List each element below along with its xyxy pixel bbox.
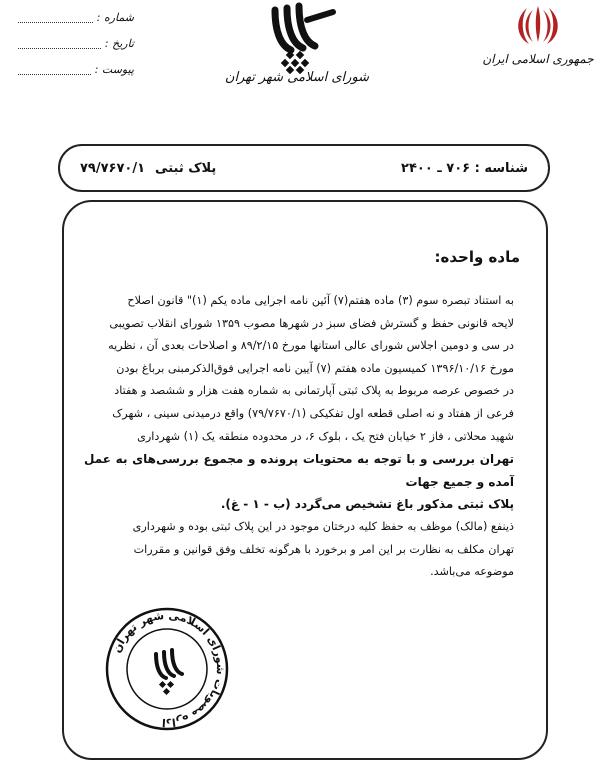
article-line-bold: تهران بررسی و با توجه به محتویات پرونده و مجموع بررسی‌های به عمل آمده و جمیع جهات	[84, 452, 514, 489]
date-label: تاریخ :	[104, 36, 134, 50]
article-line: در سی و دومین اجلاس شورای عالی استانها مورخ ۸۹/۲/۱۵ و اصلاحات بعدی آن ، نظریه	[108, 339, 514, 353]
official-stamp	[102, 604, 232, 734]
article-line: لایحه قانونی حفظ و گسترش فضای سبز در شهرها مصوب ۱۳۵۹ شورای انقلاب تصویبی	[109, 316, 514, 330]
date-dots	[18, 38, 101, 49]
article-line-bold: پلاک ثبتی مذکور باغ تشخیص می‌گردد (ب - ۱ - غ).	[220, 497, 514, 512]
council-logo	[222, 2, 372, 102]
article-line: ذینفع (مالک) موظف به حفظ کلیه درختان موجود در این پلاک ثبتی بوده و شهرداری	[132, 519, 514, 533]
iran-emblem-icon	[513, 2, 563, 46]
article-body	[84, 290, 514, 584]
number-field	[14, 4, 134, 30]
article-line: به استناد تبصره سوم (۳) ماده هفتم(۷) آئین نامه اجرایی ماده یکم (۱)" قانون اصلاح	[127, 294, 514, 307]
header-fields	[14, 4, 134, 82]
plate-value: ۷۹/۷۶۷۰/۱	[80, 160, 146, 176]
attachment-label: پیوست :	[94, 62, 134, 76]
article-title: ماده واحده:	[434, 248, 520, 266]
article-line: شهید محلاتی ، فاز ۲ خیابان فتح یک ، بلوک ۶، در محدوده منطقه یک (۱) شهرداری	[137, 429, 514, 443]
country-name: جمهوری اسلامی ایران	[482, 52, 594, 66]
date-field	[14, 30, 134, 56]
iran-emblem	[478, 2, 598, 66]
article-line: تهران مکلف به نظارت بر این امر و برخورد با هرگونه تخلف وفق قوانین و مقررات	[133, 542, 514, 556]
attachment-dots	[18, 64, 91, 75]
stamp-seal-icon	[102, 604, 232, 734]
article-line: فرعی از هفتاد و نه اصلی قطعه اول تفکیکی (۷۹/۷۶۷۰/۱) واقع درمیدنی سینی ، شهرک	[112, 406, 514, 420]
article-line: موضوعه می‌باشد.	[430, 565, 514, 579]
council-logo-icon	[257, 2, 337, 74]
plate	[80, 161, 216, 176]
identifier	[401, 161, 528, 176]
stamp-ring-text: اداره مصوبات شورای اسلامی شهر تهران	[110, 608, 228, 730]
article-line: در خصوص عرصه مربوط به پلاک ثبتی آپارتمانی به شماره هفت هزار و ششصد و هفتاد	[114, 384, 514, 398]
identifier-value: ۷۰۶ ـ ۲۴۰۰	[401, 160, 471, 176]
council-name: شورای اسلامی شهر تهران	[224, 70, 370, 85]
number-dots	[18, 12, 93, 23]
plate-label: پلاک ثبتی	[155, 160, 217, 176]
article-line: مورخ ۱۳۹۶/۱۰/۱۶ کمیسیون ماده هفتم (۷) آیین نامه اجرایی فوق‌الذکرمبنی برباغ بودن	[116, 361, 514, 375]
identifier-label: شناسه :	[474, 160, 528, 176]
identifier-box	[58, 144, 550, 192]
number-label: شماره :	[96, 10, 134, 24]
attachment-field	[14, 56, 134, 82]
